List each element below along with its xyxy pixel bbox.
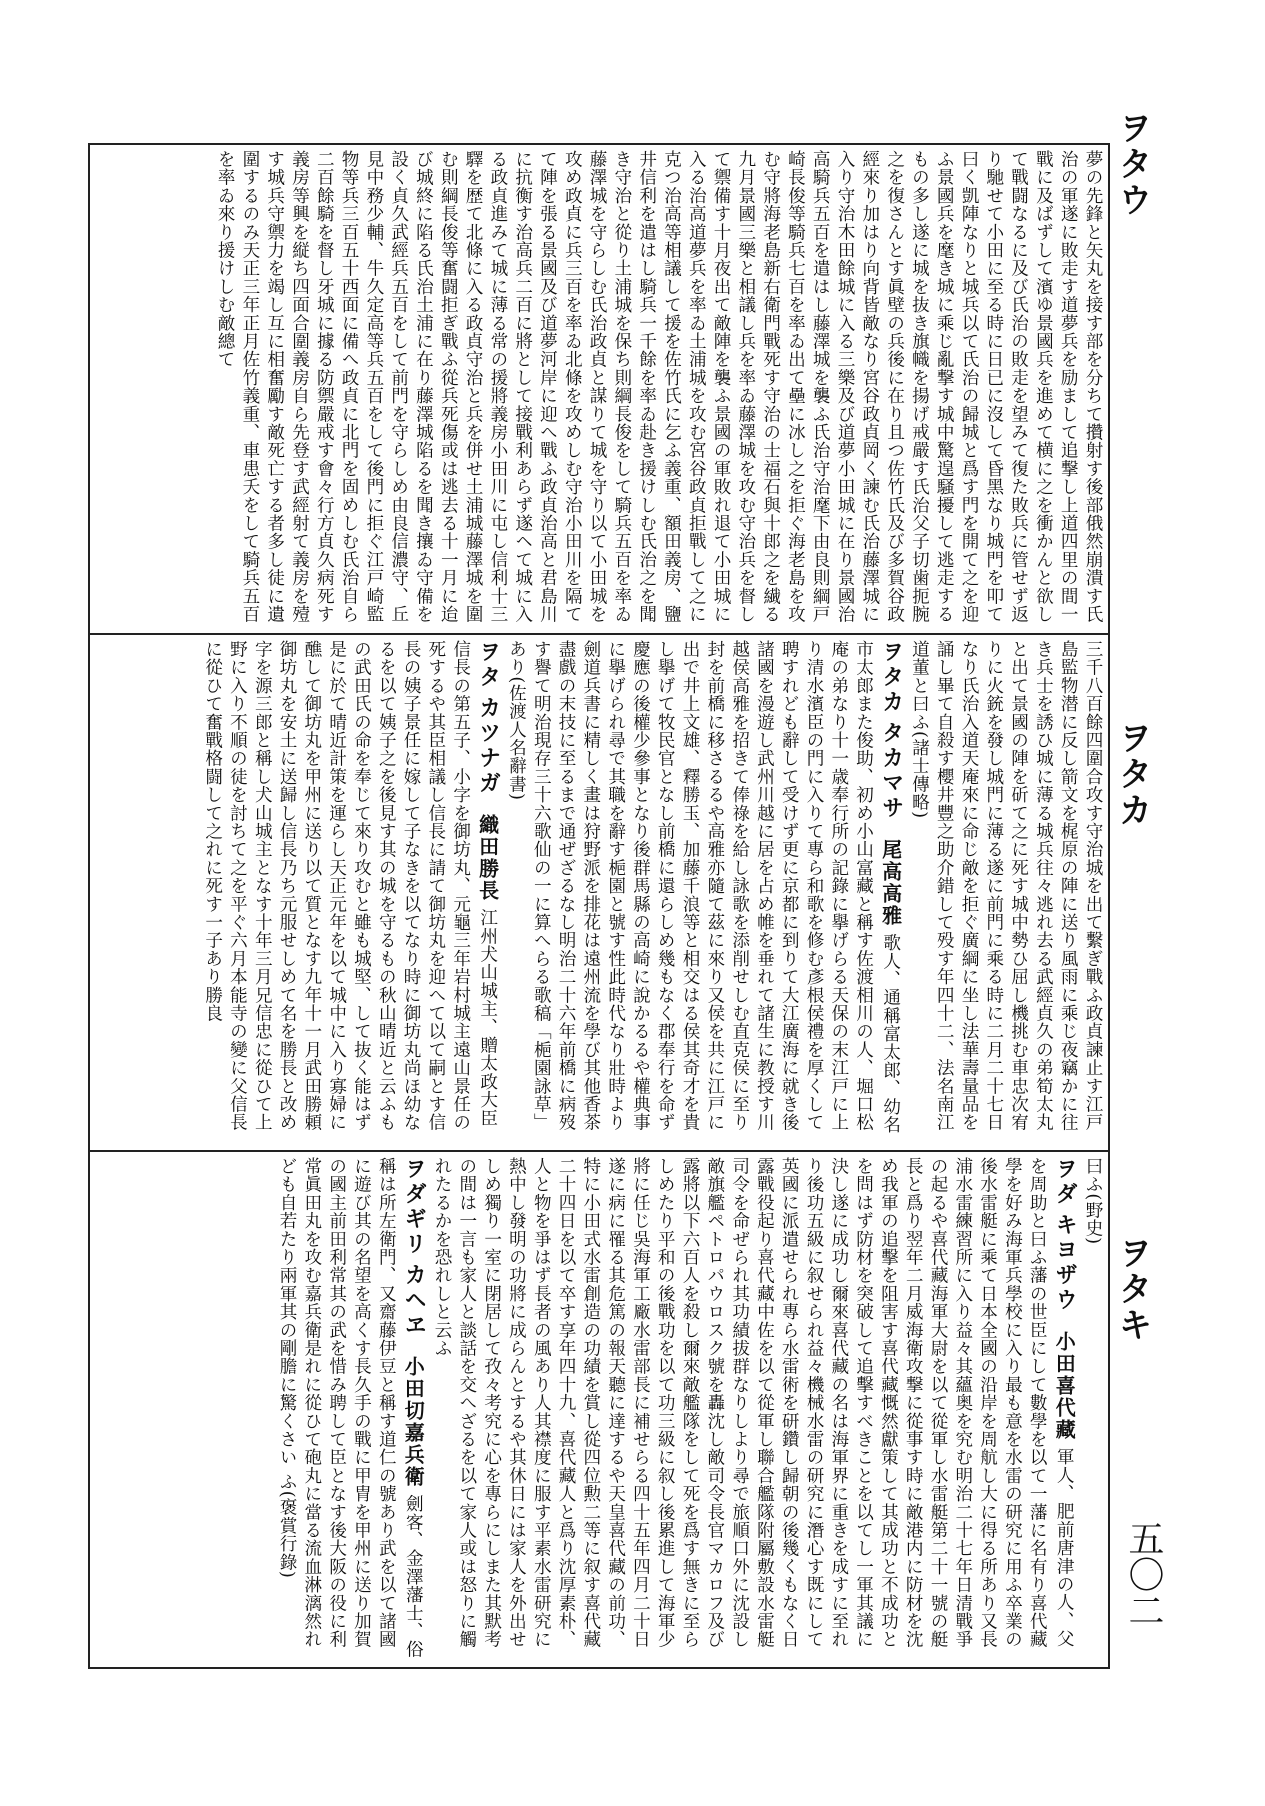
bottom-tier-continued-text: 曰ふ(野史) (1083, 1157, 1103, 1245)
entry-name: 織田勝長 (475, 814, 500, 903)
entry-reading: キヨザウ (1052, 1213, 1078, 1314)
entry-head: ヲタ (475, 640, 501, 690)
middle-tier (93, 640, 1105, 1145)
entry-head: ヲダギリ (401, 1157, 427, 1257)
entry-name: 小田切嘉兵衛 (401, 1356, 426, 1489)
page-number: 五〇二 (1123, 1520, 1164, 1628)
entry-body: 軍人、肥前唐津の人、父を周助と曰ふ藩の世臣にして數學を以て一藩に名有り喜代藏學を好み海軍兵學校に入り最も意を水雷の研究に用ふ卒業の後水雷艇に乘て日本全國の沿岸を周航し大に得る所あり又長浦水雷練習所に入り益々其蘊奥を究む明治二十七年日清戰爭の起るや喜代藏海軍大尉を以て從軍し水雷艇第二十一號の艇長と爲り翌年二月威海衛攻撃に從事す時に敵港内に防材を沈め我軍の追擊を阻害す喜代藏慨然獻策して其成功と不成功とを問はず防材を突破して追擊すべきことを以てし一軍其議に決し遂に成功し爾來喜代藏の名は海軍界に重きを成すに至れり後功五級に叙せられ益々機械水雷の研究に潛心す既にして英國に派遣せられ專ら水雷術を研鑽し歸朝の後幾くもなく日露戰役起り喜代藏中佐を以て從軍し聯合艦隊附屬敷設水雷艇司令を命ぜられ其功績拔群なりしより尋で旅順口外に沈設し敵旗艦ペトロパウロスク號を轟沈し敵司令長官マカロフ及び露將以下六百人を殺し爾來敵艦隊をして死を爲す無きに至らしめたり平和の後戰功を以て功三級に叙し後累進して海軍少將に任じ吳海軍工廠水雷部長に補せらる四十五年四月二十日遂に病に罹る其危篤の報天聽に達するや天皇喜代藏の前功、特に小田式水雷創造の功績を賞し從四位勲二等に叙す喜代藏二十四日を以て卒す享年四十九、喜代藏人と爲り沈厚素朴、人と物を爭はず長者の風あり人其襟度に服す平素水雷研究に熱中し發明の功將に成らんとするや其休日には家人を外出せしめ獨り一室に閉居して孜々考究に心を專らにしまた其默考の間は一言も家人と談話を交へざるを以て家人或は怒りに觸れたるかを恐れしと云ふ (432, 1157, 1075, 1649)
top-border-line (88, 143, 1108, 145)
top-tier (93, 150, 1105, 628)
entry-name: 小田喜代藏 (1052, 1331, 1077, 1442)
top-tier-text: 夢の先鋒と矢丸を接す部を分ちて攢射す後部俄然崩潰す氏治の軍遂に敗走す道夢兵を励まして追撃し上道四里の間一戰に及ばずして濱ゆ景國兵を進めて横に之を衝かんと欲して戰闘なるに及び氏治の敗走を望みて復た敗兵に管せず返り馳せて小田に至る時に日已に沒して昏黑なり城門を叩て曰く凱陣なりと城兵以て氏治の歸城と爲す門を開て之を迎ふ景國兵を麾き城に乘じ亂撃す城中驚遑騒擾して逃走するもの多し遂に城を抜き旗幟を揚げ戒嚴す氏治父子切歯扼腕之を復さんとす眞壁の兵後に在り且つ佐竹氏及び多賀谷政經來り加はり向背皆敵なり宮谷政貞岡く諫む氏治藤澤城に入り守治木田餘城に入る三樂及び道夢小田城に在り景國治高騎兵五百を遣はし藤澤城を襲ふ氏治守治麾下由良則綱戸崎長俊等騎兵七百を率ゐ出て壘に冰し之を拒ぐ海老島を攻む守將海老島新右衛門戰死す守治の士福石與十郎之を繊る九月景國三樂と相議し兵を率ゐ藤澤城を攻む守治兵を督して禦備す十月夜出て敵陣を襲ふ景國の軍敗れ退て小田城に入る治高道夢兵を率ゐ土浦城を攻む宮谷政貞拒戰して之に克つ治高等相議して援を佐竹氏に乞ふ義重、額田義房、鹽井信利を遣はし騎兵一千餘を率ゐ赴き援けしむ氏治之を聞き守治と從り土浦城を保ち則綱長俊をして騎兵五百を率ゐ藤澤城を守らしむ氏治政貞と謀りて城を守り以て小田城を攻め政貞に兵三百を率ゐ北條を攻めしむ守治小田川を隔てて陣を張る景國及び道夢河岸に迎へ戰ふ政貞治高と君島川に抗衡す治高兵二百に將として接戰利あらず遂ヘて城に入る政貞進みて城に薄る常の援將義房小田川に屯し信利十三驛を歴て北條に入る政貞守治と兵を併せ土浦城藤澤城を圍む則綱長俊等奮闘拒ぎ戰ふ從兵死傷或は逃去る十一月に迨び城終に陷る氏治土浦に在り藤澤城陷るを聞き攘ゐ守備を設く貞久武經兵五百をして前門を守らしめ由良信濃守、丘見中務少輔、牛久定高等兵五百をして後門に拒ぐ江戸崎監物等兵三百五十西面に備へ政貞に北門を固めしむ氏治自ら二百餘騎を督し牙城に據る防禦嚴戒す會々行方貞久病死す義房等興を縦ち四面合圍義房自ら先登す武經射て義房を殪す城兵守禦力を竭し互に相奮勵す敵死亡する者多し徒に遺圍するのみ天正三年正月佐竹義重、車患夭をして騎兵五百を率ゐ來り援けしむ敵總て (215, 150, 1103, 624)
entry-body: 劍客、金澤藩士、俗稱は所左衛門、又齋藤伊豆と稱す道仁の號あり武を以て諸國に遊び其の名望を高くす長久手の戰に甲胄を甲州に送り加賀の國主前田利常其の武を惜み聘して臣となす後大阪の役に利常眞田丸を攻む嘉兵衛是れに從ひて砲丸に當る流血淋漓然れども自若たり兩軍其の剛膽に驚くさい ふ(褒賞行錄) (277, 1157, 424, 1659)
left-border-line (88, 143, 90, 1669)
tier-divider-upper (88, 633, 1108, 635)
entry-name: 尾高高雅 (878, 839, 903, 928)
entry-reading: カツナガ (475, 696, 501, 797)
entry-body: 歌人、通稱富太郎、幼名市太郎また俊助、初め小山富藏と稱す佐渡相川の人、堀口松庵の弟なり十一歳奉行所の記錄に擧げらる天保の末江戸に上り清水濱臣の門に入りて專ら和歌を修む彥根侯禮を厚くして聘すれども辭して受けず更に京都に到りて大江廣海に就き後諸國を漫遊し武州川越に居を占め帷を垂れて諸生に教授す川越侯高雅を招きて俸祿を給し詠歌を添削せしむ直克侯に至り封を前橋に移さるるや高雅亦隨て茲に來り又侯を共に江戸に出で井上文雄、釋勝玉、加藤千浪等と相交はる侯其奇才を貴し擧げて牧民官となし前橋に還らしめ幾もなく郡奉行を命ず慶應の後權少參事となり後群馬縣の高崎に說かるるや權典事に擧げられ尋で其職を辭す梔園と號す性此時代なり壯時より劍道兵書に精しく畫は狩野派を排花は遠州流を學び其他香茶盡戲の末技に至るまで通ぜざるなし明治二十六年前橋に病歿す譽て明治現存三十六歌仙の一に算へらる歌稿「梔園詠草」あり(佐渡人名辭書) (506, 640, 901, 1134)
right-border-line (1108, 143, 1110, 1669)
bottom-border-line (88, 1667, 1108, 1669)
margin-head-middle: ヲタカ (1112, 720, 1152, 828)
bottom-tier (93, 1157, 1105, 1662)
margin-head-top: ヲタウ (1112, 110, 1152, 218)
middle-tier-continued-text: 三千八百餘四圍合攻す守治城を出て繫ぎ戰ふ政貞諫止す江戸島監物潜に反し箭文を梶原の陣に送り風雨に乘じ夜竊かに往き兵士を誘ひ城に薄る城兵往々逃れ去る武經貞久の弟筍太丸と出て景國の陣を斫て之に死す城中勢ひ屈し機挑む車忠次宥りに火銃を發し城門に薄る遂に前門に乘る時に二月二十七日なり氏治入道天庵來に命じ敵を拒ぐ廣綱に坐し法華壽量品を誦し畢て自殺す櫻井豐之助介錯して殁す年四十二、法名南江道董と曰ふ(諸士傳略) (909, 640, 1103, 1132)
entry-oda-kiyozou (429, 1157, 1080, 1662)
margin-head-bottom: ヲタキ (1112, 1235, 1152, 1343)
entry-otaka-takamasa (504, 640, 907, 1145)
entry-reading: カヘヱ (401, 1263, 427, 1339)
entry-head: ヲダ (1052, 1157, 1078, 1207)
entry-head: ヲタカ (878, 640, 904, 715)
entry-reading: タカマサ (878, 721, 904, 822)
entry-odagiri-kahee (274, 1157, 429, 1662)
entry-oda-katsunaga (200, 640, 504, 1145)
entry-body: 江州犬山城主、贈太政大臣信長の第五子、小字を御坊丸、元龜三年岩村城主遠山景任の死するや其臣相議し信長に請て御坊丸を迎へて以て嗣とす信長の姨子景任に嫁して子なきを以てなり時に御坊丸尚ほ幼なるを以て姨子之を後見す其の城を守るもの秋山晴近と云ふもの武田氏の命を奉じて來り攻むと雖も城堅、して抜く能はず是に於て晴近計策を運らし天正元年を以て城中に入り寡婦に醮して御坊丸を甲州に送り以て質となす九年十一月武田勝頼御坊丸を安土に送歸し信長乃ち元服せしめて名を勝長と改め字を源三郎と稱し犬山城主となす十年三月兄信忠に從ひて上野に入り不順の徒を討ちて之を平ぐ六月本能寺の變に父信長に從ひて奮戰格闘して之れに死す一子あり勝良 (202, 640, 498, 1132)
tier-divider-lower (88, 1150, 1108, 1152)
